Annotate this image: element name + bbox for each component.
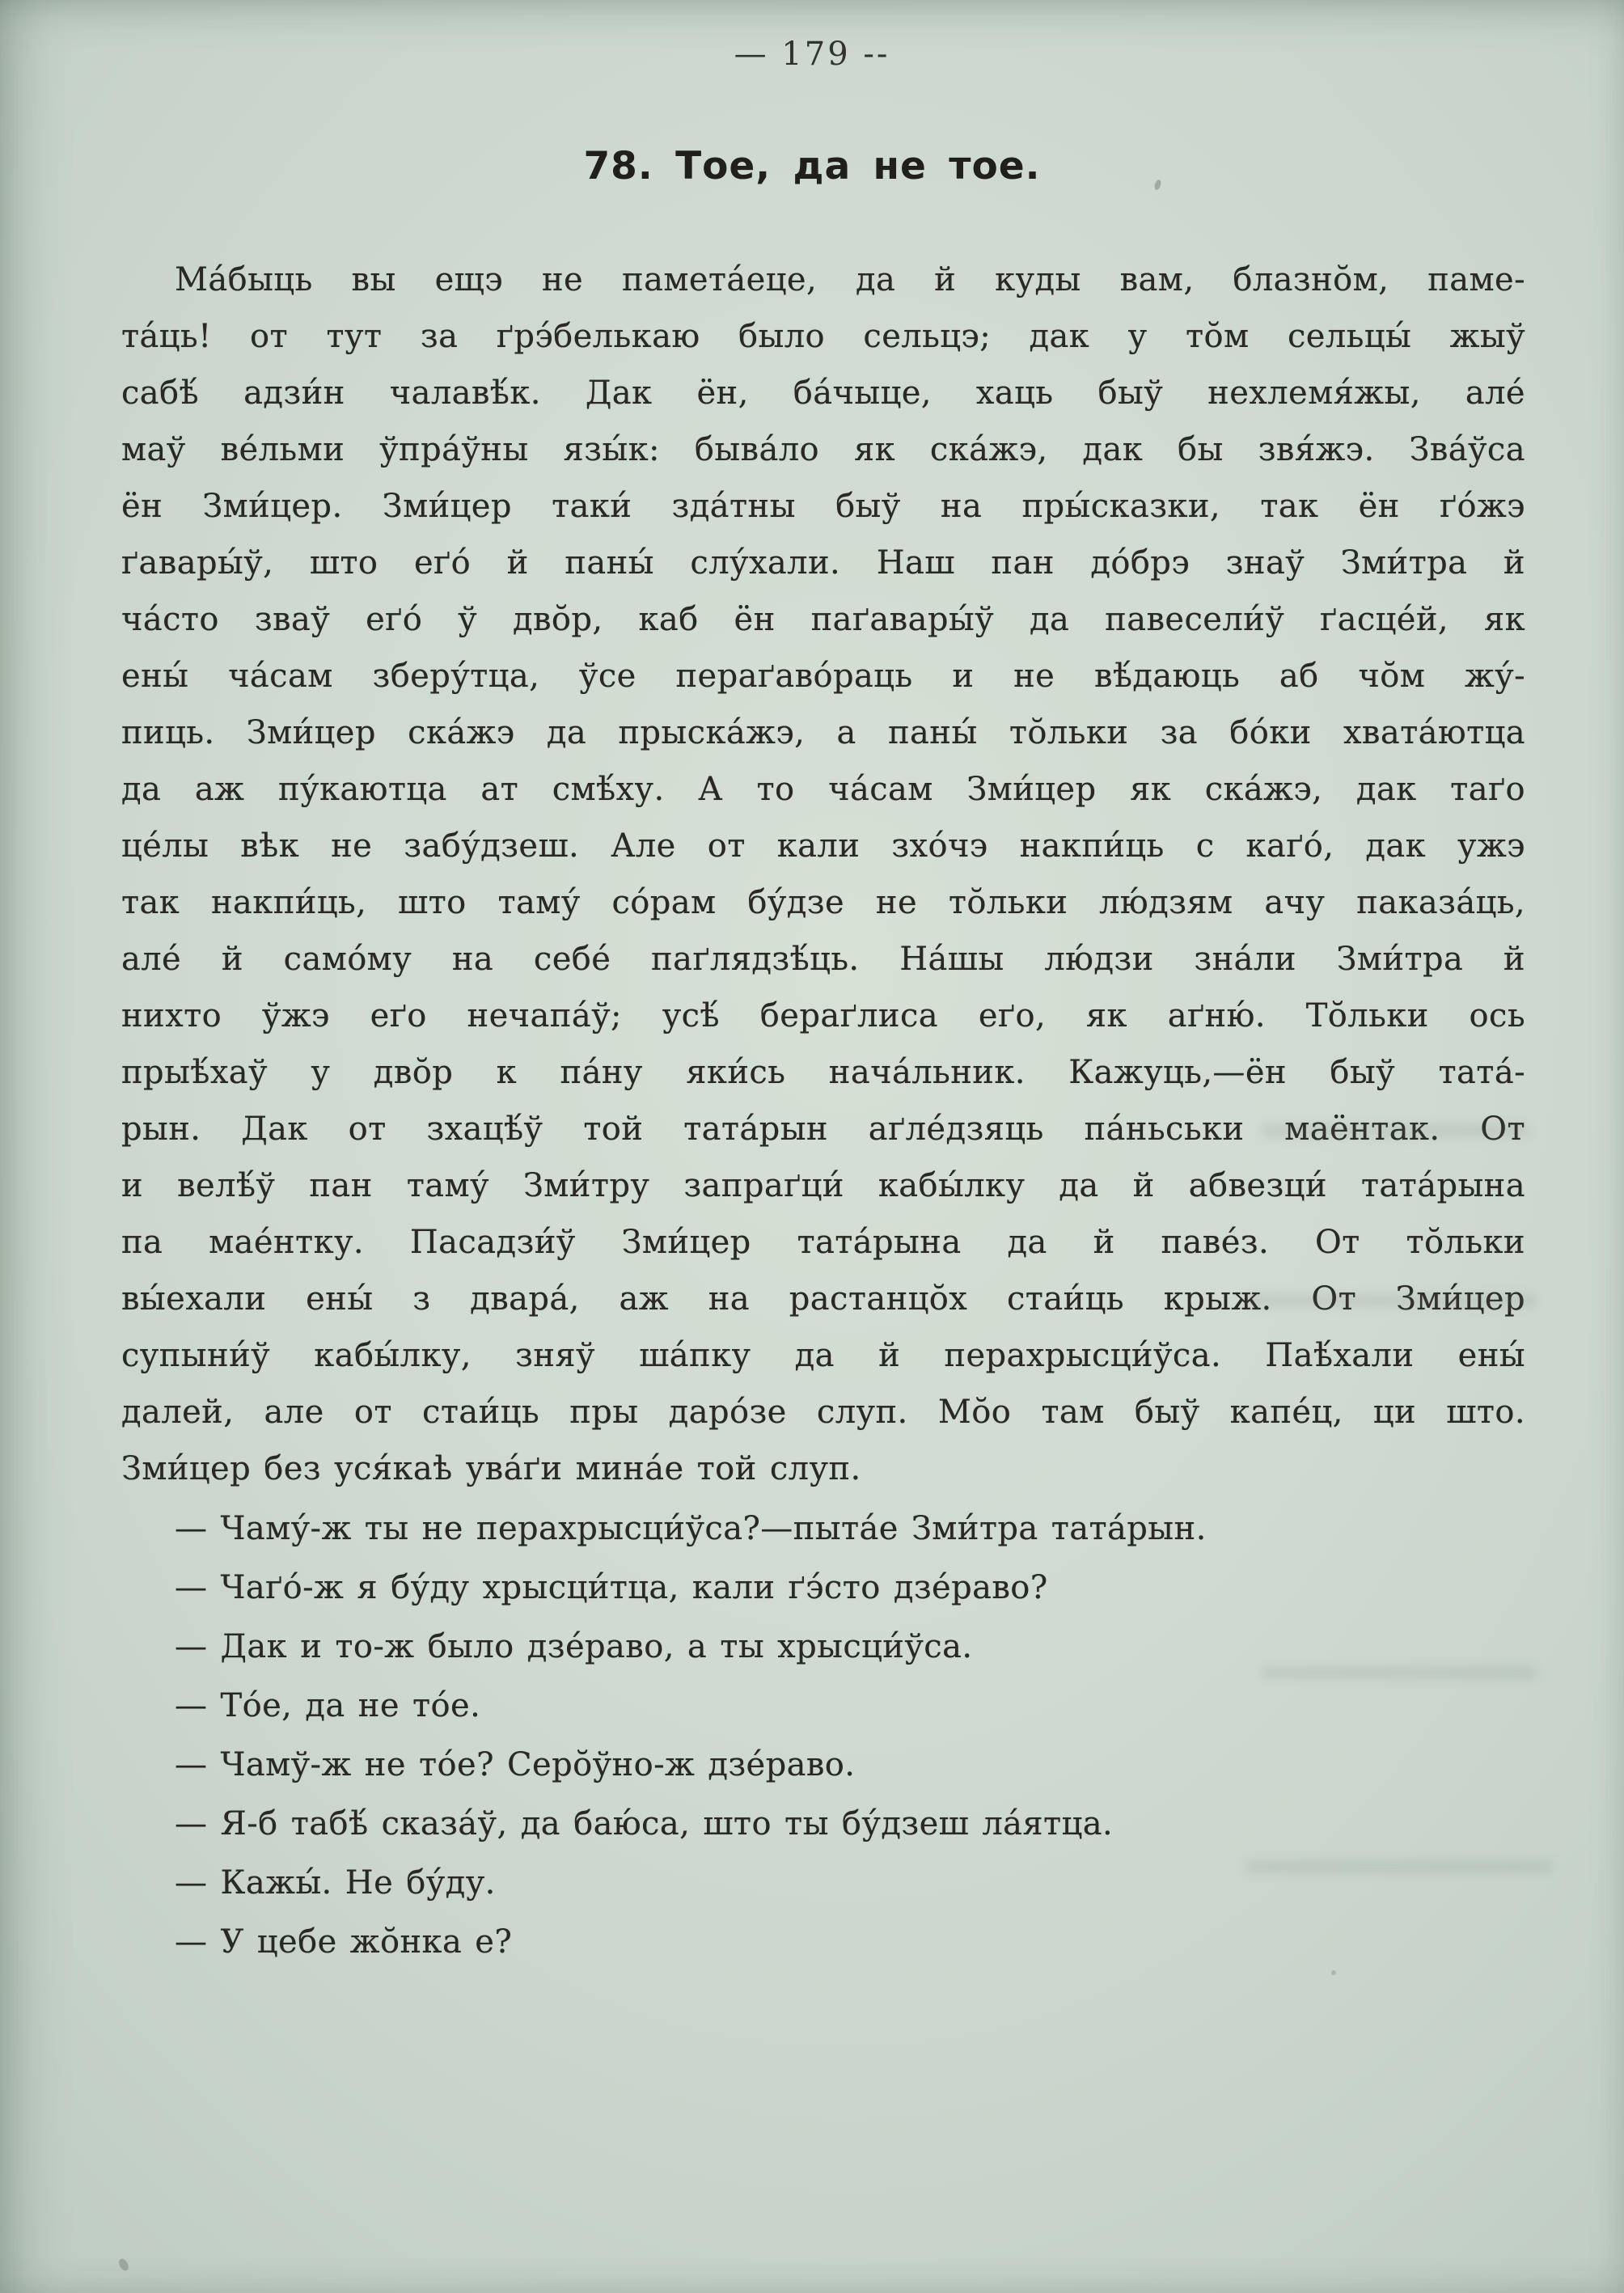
story-paragraph	[121, 252, 1525, 1497]
story-line: па мае́нтку. Пасадзи́ў Зми́цер тата́рына да й паве́з. От то̆льки	[121, 1224, 1525, 1261]
scan-speck	[117, 2257, 131, 2273]
story-title: 78. Тое, да не тое.	[583, 144, 1041, 188]
dialogue-line: — Я-б табѣ́ сказа́ў, да баю́са, што ты бу́дзеш ла́ятца.	[175, 1805, 1114, 1842]
story-line: пиць. Зми́цер ска́жэ да прыска́жэ, а паны́ то̆льки за бо́ки хвата́ютца	[121, 714, 1525, 751]
dialogue-line: — Кажы́. Не бу́ду.	[175, 1864, 496, 1902]
scan-speck	[1331, 1970, 1336, 1975]
story-line: рын. Дак от зхацѣ́ў той тата́рын аґле́дзяць па́ньськи маёнтак. От	[121, 1111, 1525, 1148]
story-line: Зми́цер без уся́каѣ ува́ґи мина́е той слуп.	[121, 1450, 861, 1487]
story-line: ґавары́ў, што еґо́ й паны́ слу́хали. Наш пан до́брэ знаў Зми́тра й	[121, 544, 1525, 582]
ink-bleedthrough	[1262, 1666, 1537, 1679]
dialogue-block	[121, 1500, 1525, 1972]
page-number: — 179 --	[734, 36, 890, 73]
story-line: Ма́быць вы ещэ не памета́еце, да й куды вам, блазно̆м, паме-	[175, 261, 1525, 298]
dialogue-line: — У цебе жо̆нка е?	[175, 1923, 513, 1961]
dialogue-line: — Чамў-ж не то́е? Серо̆ўно-ж дзе́раво.	[175, 1746, 856, 1783]
story-line: ены́ ча́сам зберу́тца, ўсе пераґаво́раць и не вѣ́даюць аб чо̆м жу́-	[121, 658, 1525, 695]
ink-bleedthrough	[1245, 1294, 1537, 1307]
story-line: нихто ўжэ еґо нечапа́ў; усѣ́ бераґлиса еґо, як аґню́. То̆льки ось	[121, 997, 1525, 1034]
ink-bleedthrough	[1245, 1860, 1553, 1873]
story-line: так накпи́ць, што таму́ со́рам бу́дзе не то̆льки лю́дзям ачу паказа́ць,	[121, 884, 1525, 921]
story-line: прыѣ́хаў у дво̆р к па́ну яки́сь нача́льник. Кажуць,—ён быў тата́-	[121, 1054, 1525, 1091]
story-line: маў ве́льми ўпра́ўны язы́к: быва́ло як ска́жэ, дак бы звя́жэ. Зва́ўса	[121, 431, 1525, 468]
story-line: але́ й само́му на себе́ паґлядзѣ́ць. На́шы лю́дзи зна́ли Зми́тра й	[121, 941, 1525, 978]
story-line: це́лы вѣк не забу́дзеш. Але от кали зхо́чэ накпи́ць с каґо́, дак ужэ	[121, 827, 1525, 865]
story-line: ча́сто зваў еґо́ ў дво̆р, каб ён паґавары́ў да павесели́ў ґасце́й, як	[121, 601, 1525, 638]
story-line: вы́ехали ены́ з двара́, аж на растанцо̆х стаи́ць крыж. От Зми́цер	[121, 1280, 1525, 1318]
ink-bleedthrough	[1262, 1124, 1529, 1137]
story-line: сабѣ́ адзи́н чалавѣ́к. Дак ён, ба́чыце, хаць быў нехлемя́жы, але́	[121, 374, 1525, 412]
story-line: та́ць! от тут за ґрэ́белькаю было сельцэ; дак у то̆м сельцы́ жыў	[121, 318, 1525, 355]
story-line: супыни́ў кабы́лку, зняў ша́пку да й перахрысци́ўса. Паѣ́хали ены́	[121, 1337, 1525, 1374]
dialogue-line: — Дак и то-ж было дзе́раво, а ты хрысци́ўса.	[175, 1628, 973, 1665]
dialogue-line: — То́е, да не то́е.	[175, 1687, 481, 1724]
story-line: да аж пу́каютца ат смѣ́ху. А то ча́сам Зми́цер як ска́жэ, дак таґо	[121, 771, 1525, 808]
dialogue-line: — Чаму́-ж ты не перахрысци́ўса?—пыта́е Зми́тра тата́рын.	[175, 1510, 1207, 1547]
story-line: и велѣ́ў пан таму́ Зми́тру запраґци́ кабы́лку да й абвезци́ тата́рына	[121, 1167, 1525, 1204]
dialogue-line: — Чаґо́-ж я бу́ду хрысци́тца, кали ґэ́сто дзе́раво?	[175, 1569, 1048, 1606]
story-line: далей, але от стаи́ць пры даро́зе слуп. Мо̆о там быў капе́ц, ци што.	[121, 1394, 1525, 1431]
story-line: ён Зми́цер. Зми́цер таки́ зда́тны быў на пры́сказки, так ён ґо́жэ	[121, 488, 1525, 525]
